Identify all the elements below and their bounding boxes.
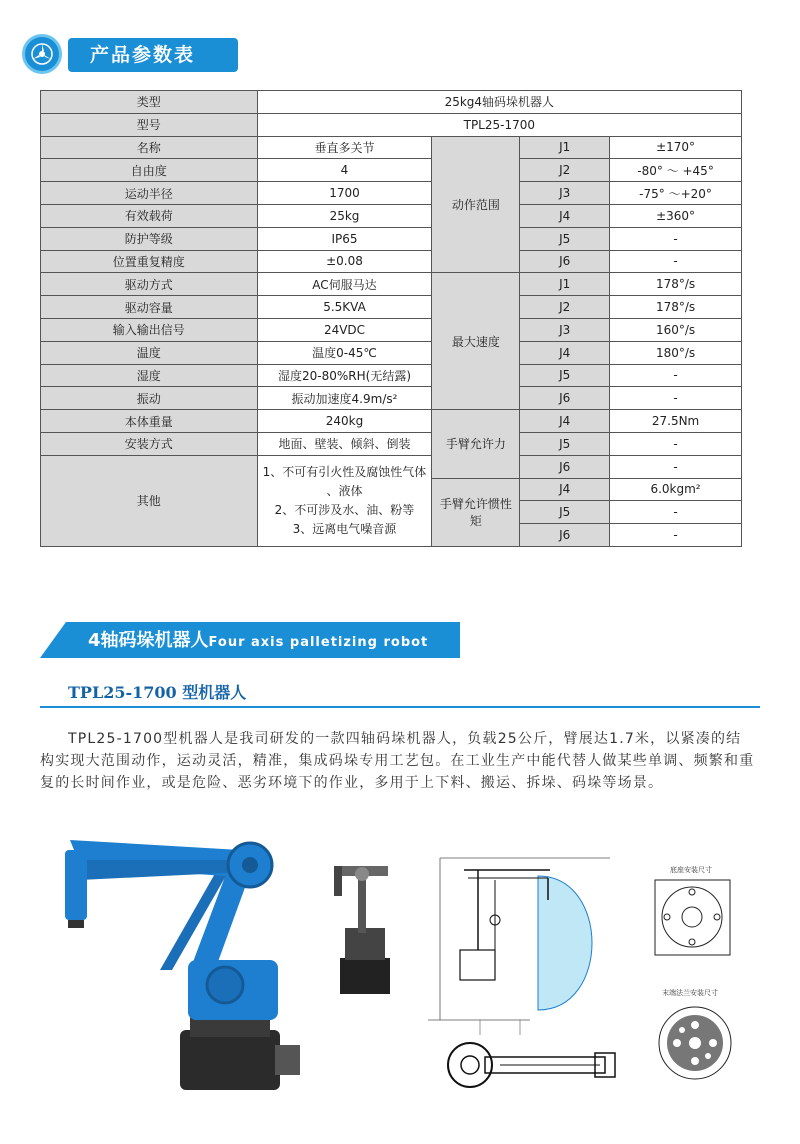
joint-label: J4 <box>520 410 610 433</box>
cell-value: 振动加速度4.9m/s² <box>257 387 432 410</box>
joint-label: J5 <box>520 364 610 387</box>
cell-label: 安装方式 <box>41 432 258 455</box>
title-en: Four axis palletizing robot <box>208 635 429 650</box>
joint-label: J2 <box>520 159 610 182</box>
joint-value: - <box>610 250 742 273</box>
table-row <box>41 227 742 250</box>
group-label: 动作范围 <box>432 136 520 273</box>
table-row <box>41 364 742 387</box>
cell-label: 湿度 <box>41 364 258 387</box>
joint-value: - <box>610 455 742 478</box>
section-header-robot <box>40 622 460 658</box>
joint-label: J6 <box>520 455 610 478</box>
joint-value: 180°/s <box>610 341 742 364</box>
spec-table <box>40 90 742 547</box>
group-label-line: 矩 <box>469 514 482 529</box>
cell-label: 类型 <box>41 91 258 114</box>
joint-value: ±360° <box>610 204 742 227</box>
joint-value: -80° ～ +45° <box>610 159 742 182</box>
joint-label: J4 <box>520 478 610 501</box>
cell-label: 型号 <box>41 113 258 136</box>
base-mount-label: 底座安装尺寸 <box>670 866 712 874</box>
table-row <box>41 273 742 296</box>
cell-label: 其他 <box>41 455 258 546</box>
group-label: 最大速度 <box>432 273 520 410</box>
joint-label: J5 <box>520 501 610 524</box>
table-row <box>41 182 742 205</box>
joint-value: - <box>610 432 742 455</box>
cell-value: 24VDC <box>257 318 432 341</box>
cell-label: 有效载荷 <box>41 204 258 227</box>
divider <box>40 706 760 708</box>
joint-value: -75° ～+20° <box>610 182 742 205</box>
workspace-drawing <box>420 840 620 1040</box>
cell-label: 驱动容量 <box>41 296 258 319</box>
cell-label: 驱动方式 <box>41 273 258 296</box>
section-title <box>88 626 428 652</box>
cell-value: TPL25-1700 <box>257 113 741 136</box>
cell-value: 5.5KVA <box>257 296 432 319</box>
cell-value: 25kg <box>257 204 432 227</box>
note-line: 2、不可涉及水、油、粉等 <box>274 502 415 517</box>
top-view-drawing <box>440 1035 620 1095</box>
table-row <box>41 113 742 136</box>
table-row <box>41 432 742 455</box>
cell-label: 振动 <box>41 387 258 410</box>
joint-label: J4 <box>520 204 610 227</box>
flange-label: 末端法兰安装尺寸 <box>662 989 718 997</box>
joint-value: - <box>610 387 742 410</box>
joint-value: ±170° <box>610 136 742 159</box>
joint-label: J2 <box>520 296 610 319</box>
table-row <box>41 136 742 159</box>
joint-value: - <box>610 524 742 547</box>
joint-label: J5 <box>520 227 610 250</box>
joint-label: J6 <box>520 250 610 273</box>
cell-value: 25kg4轴码垛机器人 <box>257 91 741 114</box>
cell-value: AC伺服马达 <box>257 273 432 296</box>
section-header-params <box>22 34 218 76</box>
group-label-line: 手臂允许惯性 <box>439 497 512 512</box>
section-title: 产品参数表 <box>68 38 238 72</box>
cell-label: 运动半径 <box>41 182 258 205</box>
robot-image <box>40 820 300 1100</box>
cell-value: IP65 <box>257 227 432 250</box>
cell-value: 温度0-45℃ <box>257 341 432 364</box>
note-line: 、液体 <box>326 483 363 498</box>
joint-value: 6.0kgm² <box>610 478 742 501</box>
cell-value: ±0.08 <box>257 250 432 273</box>
joint-value: 178°/s <box>610 273 742 296</box>
joint-value: 178°/s <box>610 296 742 319</box>
joint-label: J1 <box>520 273 610 296</box>
product-images <box>40 820 760 1120</box>
cell-label: 温度 <box>41 341 258 364</box>
group-label <box>432 478 520 546</box>
cell-value: 1700 <box>257 182 432 205</box>
joint-value: - <box>610 501 742 524</box>
cell-label: 名称 <box>41 136 258 159</box>
cell-value: 垂直多关节 <box>257 136 432 159</box>
cell-label: 自由度 <box>41 159 258 182</box>
table-row <box>41 204 742 227</box>
cell-value: 湿度20-80%RH(无结露) <box>257 364 432 387</box>
cell-label: 防护等级 <box>41 227 258 250</box>
joint-label: J5 <box>520 432 610 455</box>
joint-value: - <box>610 364 742 387</box>
flange-drawing <box>640 985 750 1095</box>
joint-value: - <box>610 227 742 250</box>
table-row <box>41 91 742 114</box>
robot-side-image <box>330 858 400 998</box>
cell-value: 地面、壁装、倾斜、倒装 <box>257 432 432 455</box>
base-mount-drawing <box>640 860 750 970</box>
cell-label: 位置重复精度 <box>41 250 258 273</box>
cell-value: 240kg <box>257 410 432 433</box>
title-cn: 4轴码垛机器人 <box>88 630 209 651</box>
joint-label: J3 <box>520 318 610 341</box>
joint-label: J3 <box>520 182 610 205</box>
logo-icon <box>22 34 62 74</box>
table-row <box>41 455 742 478</box>
model-subtitle: TPL25-1700 型机器人 <box>68 683 247 702</box>
table-row <box>41 387 742 410</box>
table-row <box>41 159 742 182</box>
joint-label: J4 <box>520 341 610 364</box>
table-row <box>41 341 742 364</box>
joint-label: J1 <box>520 136 610 159</box>
joint-label: J6 <box>520 387 610 410</box>
joint-value: 160°/s <box>610 318 742 341</box>
joint-value: 27.5Nm <box>610 410 742 433</box>
cell-value: 4 <box>257 159 432 182</box>
note-line: 3、远离电气噪音源 <box>292 521 397 536</box>
other-notes <box>257 455 432 546</box>
description-paragraph: TPL25-1700型机器人是我司研发的一款四轴码垛机器人，负载25公斤，臂展达1.7米，以紧凑的结构实现大范围动作，运动灵活，精准，集成码垛专用工艺包。在工业生产中能代替人做某些单调、频繁和重复的长时间作业，或是危险、恶劣环境下的作业，多用于上下料、搬运、拆垛、码垛等场景。 <box>40 731 755 791</box>
note-line: 1、不可有引火性及腐蚀性气体 <box>262 464 427 479</box>
joint-label: J6 <box>520 524 610 547</box>
cell-label: 输入输出信号 <box>41 318 258 341</box>
table-row <box>41 296 742 319</box>
cell-label: 本体重量 <box>41 410 258 433</box>
group-label: 手臂允许力 <box>432 410 520 478</box>
table-row <box>41 250 742 273</box>
table-row <box>41 410 742 433</box>
table-row <box>41 318 742 341</box>
